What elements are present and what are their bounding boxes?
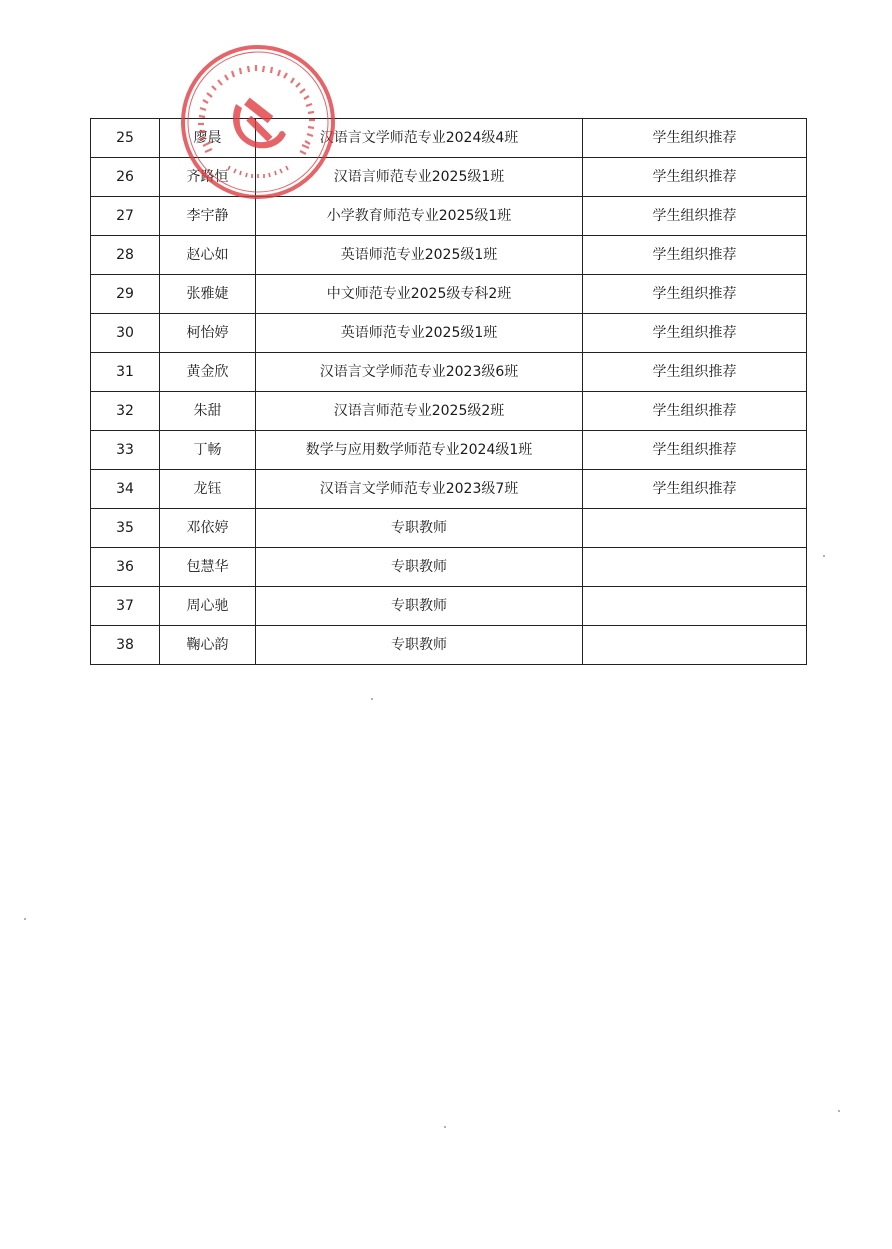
class-name: 数学与应用数学师范专业2024级1班 [256,431,583,470]
scan-speck [823,555,825,557]
source-cell: 学生组织推荐 [583,236,807,275]
row-number: 32 [91,392,160,431]
table-row [91,587,807,626]
scan-speck [371,698,373,700]
source-cell: 学生组织推荐 [583,197,807,236]
table-row [91,314,807,353]
member-name: 柯怡婷 [160,314,256,353]
class-name: 专职教师 [256,509,583,548]
row-number: 31 [91,353,160,392]
class-name: 汉语言师范专业2025级2班 [256,392,583,431]
row-number: 25 [91,119,160,158]
source-cell: 学生组织推荐 [583,314,807,353]
source-cell [583,626,807,665]
class-name: 中文师范专业2025级专科2班 [256,275,583,314]
member-name: 丁畅 [160,431,256,470]
row-number: 33 [91,431,160,470]
row-number: 38 [91,626,160,665]
source-cell [583,548,807,587]
row-number: 37 [91,587,160,626]
table-row [91,197,807,236]
member-name: 李宇静 [160,197,256,236]
member-name: 龙钰 [160,470,256,509]
source-cell: 学生组织推荐 [583,275,807,314]
member-name: 赵心如 [160,236,256,275]
row-number: 28 [91,236,160,275]
member-name: 廖晨 [160,119,256,158]
row-number: 34 [91,470,160,509]
member-name: 鞠心韵 [160,626,256,665]
scan-speck [444,1126,446,1128]
class-name: 小学教育师范专业2025级1班 [256,197,583,236]
class-name: 汉语言文学师范专业2023级7班 [256,470,583,509]
class-name: 汉语言文学师范专业2024级4班 [256,119,583,158]
table-row [91,275,807,314]
source-cell: 学生组织推荐 [583,158,807,197]
row-number: 36 [91,548,160,587]
class-name: 英语师范专业2025级1班 [256,236,583,275]
table-row [91,626,807,665]
row-number: 30 [91,314,160,353]
table-row [91,548,807,587]
source-cell [583,509,807,548]
scan-speck [838,1110,840,1112]
member-name: 邓依婷 [160,509,256,548]
source-cell: 学生组织推荐 [583,392,807,431]
class-name: 英语师范专业2025级1班 [256,314,583,353]
table-row [91,158,807,197]
source-cell: 学生组织推荐 [583,353,807,392]
class-name: 专职教师 [256,587,583,626]
table-row [91,509,807,548]
table-row [91,392,807,431]
member-name: 周心驰 [160,587,256,626]
member-name: 齐路恒 [160,158,256,197]
class-name: 专职教师 [256,548,583,587]
class-name: 汉语言文学师范专业2023级6班 [256,353,583,392]
source-cell: 学生组织推荐 [583,431,807,470]
member-name: 包慧华 [160,548,256,587]
table-row [91,431,807,470]
member-name: 黄金欣 [160,353,256,392]
row-number: 29 [91,275,160,314]
member-name: 朱甜 [160,392,256,431]
scan-speck [24,918,26,920]
source-cell [583,587,807,626]
table-row [91,470,807,509]
table-row [91,236,807,275]
class-name: 专职教师 [256,626,583,665]
class-name: 汉语言师范专业2025级1班 [256,158,583,197]
table-row [91,119,807,158]
member-name: 张雅婕 [160,275,256,314]
row-number: 26 [91,158,160,197]
roster-table [90,118,807,665]
source-cell: 学生组织推荐 [583,470,807,509]
source-cell: 学生组织推荐 [583,119,807,158]
row-number: 27 [91,197,160,236]
row-number: 35 [91,509,160,548]
table-row [91,353,807,392]
